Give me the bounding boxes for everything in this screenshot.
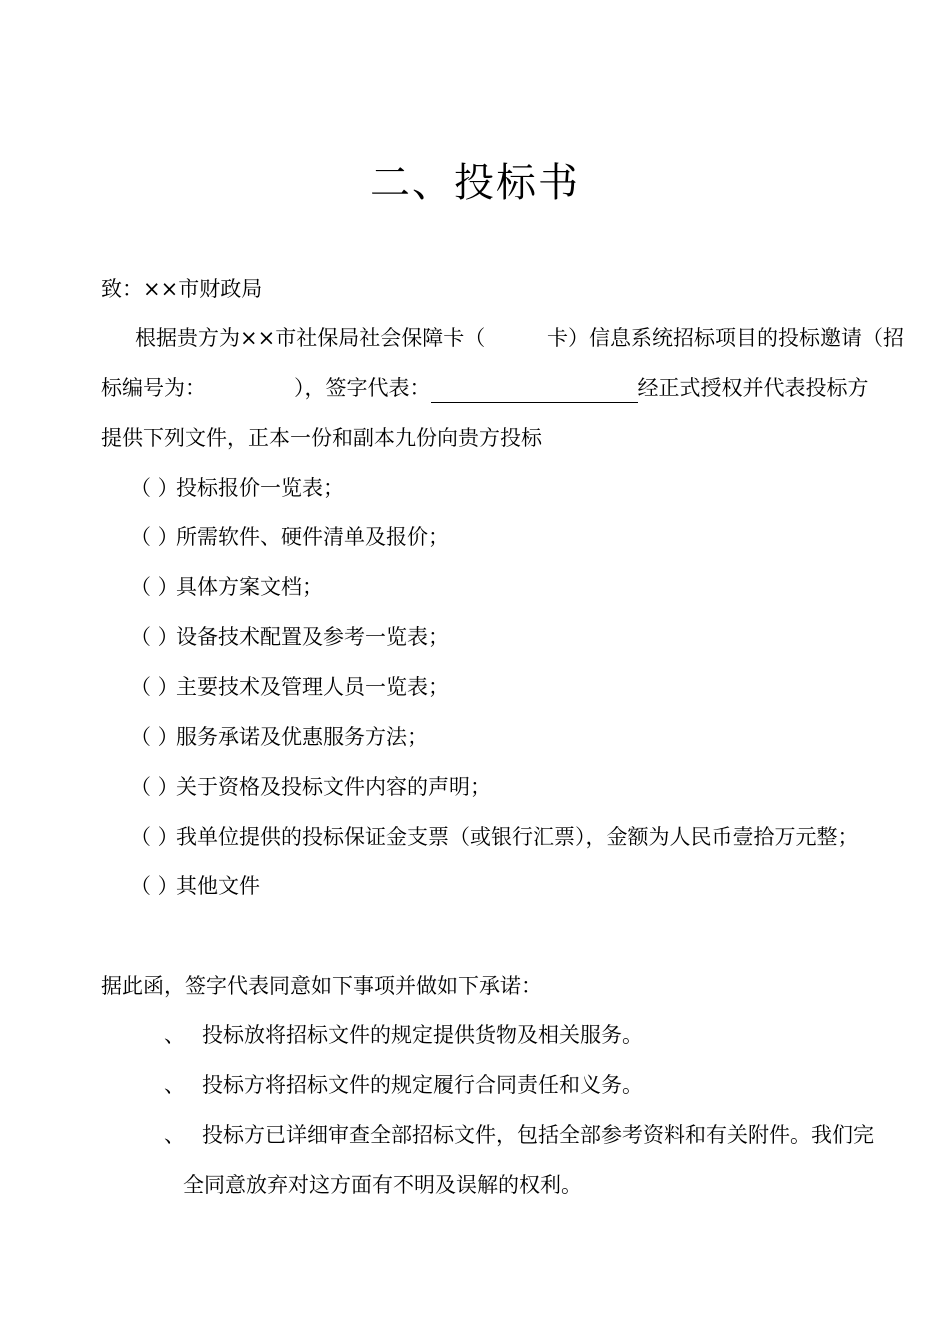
commitment-text: 投标方已详细审查全部招标文件，包括全部参考资料和有关附件。我们完 [202, 1123, 874, 1147]
intro-line-3: 提供下列文件，正本一份和副本九份向贵方投标 [101, 426, 542, 450]
intro-text: 卡）信息系统招标项目的投标邀请（招 [547, 326, 904, 350]
list-item-label: 关于资格及投标文件内容的声明； [176, 775, 491, 799]
list-item [130, 772, 491, 802]
commitment-item [164, 1020, 643, 1050]
checkbox-marker: （ ） [130, 625, 179, 649]
list-item-label: 所需软件、硬件清单及报价； [176, 525, 449, 549]
intro-line-2 [101, 373, 904, 403]
list-item [130, 672, 449, 702]
list-item-label: 具体方案文档； [176, 575, 323, 599]
recipient-line: 致：××市财政局 [101, 277, 263, 301]
list-item [130, 871, 260, 901]
bid-number-label: 标编号为： [101, 376, 206, 400]
checkbox-marker: （ ） [130, 725, 179, 749]
list-item-label: 主要技术及管理人员一览表； [176, 675, 449, 699]
list-item-label: 投标报价一览表； [176, 476, 344, 500]
checkbox-marker: （ ） [130, 775, 179, 799]
intro-text: 根据贵方为××市社保局社会保障卡（ [135, 326, 486, 350]
checkbox-marker: （ ） [130, 825, 179, 849]
commitment-marker: 、 [164, 1123, 185, 1147]
commitment-text: 投标放将招标文件的规定提供货物及相关服务。 [202, 1023, 643, 1047]
signatory-label: ），签字代表： [294, 376, 431, 400]
list-item-label: 我单位提供的投标保证金支票（或银行汇票），金额为人民币壹拾万元整； [176, 825, 859, 849]
list-item [130, 572, 323, 602]
list-item [130, 622, 449, 652]
intro-line-1 [101, 323, 904, 353]
checkbox-marker: （ ） [130, 525, 179, 549]
commitment-text-continued: 全同意放弃对这方面有不明及误解的权利。 [183, 1173, 582, 1197]
list-item-label: 其他文件 [176, 874, 260, 898]
commitment-intro: 据此函，签字代表同意如下事项并做如下承诺： [101, 974, 542, 998]
commitment-item [164, 1070, 643, 1100]
checkbox-marker: （ ） [130, 476, 179, 500]
list-item [130, 522, 449, 552]
checkbox-marker: （ ） [130, 874, 179, 898]
intro-text: 经正式授权并代表投标方 [637, 376, 869, 400]
commitment-marker: 、 [164, 1023, 185, 1047]
list-item [130, 822, 859, 852]
commitment-item [164, 1120, 874, 1150]
list-item-label: 服务承诺及优惠服务方法； [176, 725, 428, 749]
list-item [130, 473, 344, 503]
signature-line [431, 378, 638, 403]
page-title: 二、投标书 [370, 160, 580, 206]
commitment-marker: 、 [164, 1073, 185, 1097]
commitment-text: 投标方将招标文件的规定履行合同责任和义务。 [202, 1073, 643, 1097]
checkbox-marker: （ ） [130, 675, 179, 699]
checkbox-marker: （ ） [130, 575, 179, 599]
list-item-label: 设备技术配置及参考一览表； [176, 625, 449, 649]
list-item [130, 722, 428, 752]
